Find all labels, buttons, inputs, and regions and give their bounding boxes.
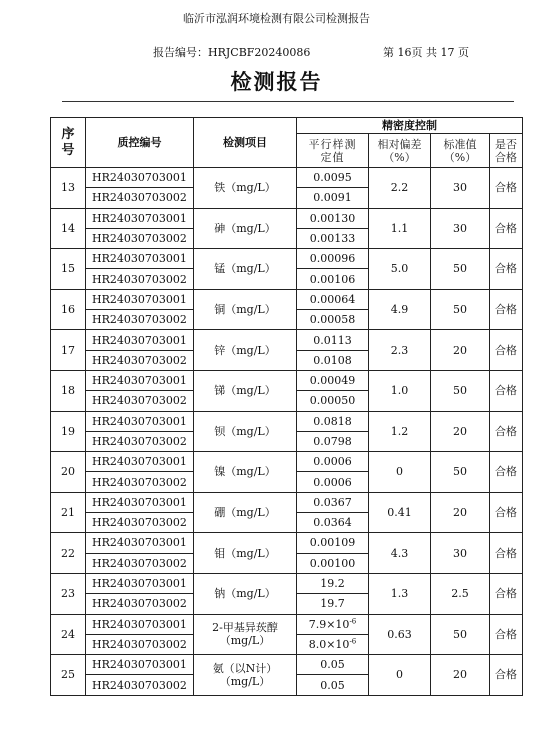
test-item — [194, 289, 297, 330]
parallel-value-cell-2 — [297, 634, 369, 654]
parallel-value-cell-1 — [297, 208, 369, 228]
test-item-unit: （mg/L） — [219, 634, 271, 648]
table-row — [51, 452, 523, 472]
pass-status: 合格 — [490, 208, 523, 249]
parallel-value-1: 0.0113 — [313, 333, 352, 347]
parallel-value-cell-1 — [297, 330, 369, 350]
qc-code-2: HR24030703002 — [86, 350, 194, 370]
test-item-name: 钡（mg/L） — [214, 424, 276, 438]
relative-deviation: 2.2 — [369, 168, 431, 209]
parallel-value-cell-2 — [297, 472, 369, 492]
parallel-value-cell-1 — [297, 249, 369, 269]
qc-code-1: HR24030703001 — [86, 492, 194, 512]
test-item-name: 钼（mg/L） — [214, 546, 276, 560]
pass-status: 合格 — [490, 614, 523, 655]
test-item — [194, 655, 297, 696]
parallel-value-cell-2 — [297, 269, 369, 289]
parallel-value-cell-1 — [297, 614, 369, 634]
parallel-value-2: 0.0798 — [313, 435, 352, 448]
parallel-value-cell-1 — [297, 168, 369, 188]
col-header-seq: 序号 — [51, 118, 86, 168]
row-seq: 19 — [51, 411, 86, 452]
col-header-precision-control: 精密度控制 — [297, 118, 523, 134]
row-seq: 16 — [51, 289, 86, 330]
relative-deviation: 0 — [369, 655, 431, 696]
test-item-name: 镍（mg/L） — [214, 465, 276, 479]
qc-code-1: HR24030703001 — [86, 330, 194, 350]
table-row — [51, 411, 523, 431]
parallel-value-2: 0.0108 — [313, 353, 352, 367]
table-row — [51, 208, 523, 228]
standard-value: 50 — [431, 289, 490, 330]
parallel-value-cell-2 — [297, 513, 369, 533]
parallel-value-cell-1 — [297, 655, 369, 675]
parallel-value-cell-1 — [297, 411, 369, 431]
qc-code-1: HR24030703001 — [86, 208, 194, 228]
pass-status: 合格 — [490, 492, 523, 533]
parallel-value-1: 0.00049 — [309, 374, 356, 388]
parallel-value-1: 0.0818 — [313, 414, 352, 428]
table-row — [51, 533, 523, 553]
pass-status: 合格 — [490, 370, 523, 411]
relative-deviation: 0.41 — [369, 492, 431, 533]
table-row — [51, 614, 523, 634]
parallel-value-cell-1 — [297, 492, 369, 512]
parallel-value-2: 0.00100 — [309, 556, 356, 570]
parallel-value-cell-2 — [297, 310, 369, 330]
standard-value: 50 — [431, 370, 490, 411]
parallel-value-2: 19.7 — [320, 597, 345, 611]
row-seq: 21 — [51, 492, 86, 533]
pass-status: 合格 — [490, 330, 523, 371]
pass-status: 合格 — [490, 168, 523, 209]
parallel-value-cell-1 — [297, 289, 369, 309]
standard-value: 20 — [431, 492, 490, 533]
row-seq: 15 — [51, 249, 86, 290]
parallel-value-cell-2 — [297, 431, 369, 451]
page-title: 检测报告 — [230, 70, 323, 94]
table-row — [51, 168, 523, 188]
relative-deviation: 1.1 — [369, 208, 431, 249]
qc-code-1: HR24030703001 — [86, 370, 194, 390]
title-divider — [62, 101, 514, 102]
parallel-value-cell-2 — [297, 391, 369, 411]
parallel-value-cell-1 — [297, 533, 369, 553]
relative-deviation: 4.9 — [369, 289, 431, 330]
test-item-name: 锑（mg/L） — [214, 384, 276, 398]
parallel-value-cell-2 — [297, 228, 369, 248]
row-seq: 14 — [51, 208, 86, 249]
standard-value: 50 — [431, 614, 490, 655]
parallel-value-1: 0.0006 — [313, 455, 352, 469]
qc-code-2: HR24030703002 — [86, 675, 194, 695]
standard-value: 20 — [431, 655, 490, 696]
parallel-value-2: 0.0091 — [313, 191, 352, 205]
row-seq: 25 — [51, 655, 86, 696]
pass-status: 合格 — [490, 573, 523, 614]
parallel-value-2: 0.00133 — [309, 232, 356, 246]
test-item-name: 硼（mg/L） — [214, 506, 276, 520]
qc-code-1: HR24030703001 — [86, 614, 194, 634]
qc-code-2: HR24030703002 — [86, 228, 194, 248]
parallel-value-cell-2 — [297, 675, 369, 695]
col-header-test-item: 检测项目 — [194, 118, 297, 168]
test-item — [194, 249, 297, 290]
standard-value: 50 — [431, 452, 490, 493]
pass-status: 合格 — [490, 655, 523, 696]
company-report-header: 临沂市泓润环境检测有限公司检测报告 — [183, 12, 370, 25]
qc-code-1: HR24030703001 — [86, 533, 194, 553]
qc-code-2: HR24030703002 — [86, 634, 194, 654]
qc-code-2: HR24030703002 — [86, 431, 194, 451]
parallel-value-2: 8.0×10 — [308, 637, 350, 651]
relative-deviation: 2.3 — [369, 330, 431, 371]
qc-code-2: HR24030703002 — [86, 513, 194, 533]
page-indicator: 第 16页 共 17 页 — [383, 46, 469, 59]
pass-status: 合格 — [490, 289, 523, 330]
qc-code-1: HR24030703001 — [86, 289, 194, 309]
col-header-qc-code: 质控编号 — [86, 118, 194, 168]
test-item-name: 砷（mg/L） — [214, 221, 276, 235]
test-item — [194, 533, 297, 574]
table-row — [51, 289, 523, 309]
parallel-value-2: 0.00058 — [309, 313, 356, 327]
standard-value: 2.5 — [431, 573, 490, 614]
col-header-pass: 是否合格 — [490, 134, 523, 168]
parallel-value-1: 0.00109 — [309, 536, 356, 550]
pass-status: 合格 — [490, 452, 523, 493]
standard-value: 20 — [431, 330, 490, 371]
relative-deviation: 0.63 — [369, 614, 431, 655]
precision-control-table — [50, 117, 523, 696]
exponent: -6 — [349, 617, 357, 626]
relative-deviation: 0 — [369, 452, 431, 493]
pass-status: 合格 — [490, 249, 523, 290]
test-item-name: 铁（mg/L） — [214, 181, 276, 195]
qc-code-2: HR24030703002 — [86, 269, 194, 289]
parallel-value-1: 0.00130 — [309, 211, 356, 225]
test-item-name: 锌（mg/L） — [214, 343, 276, 357]
test-item — [194, 411, 297, 452]
test-item-name: 钠（mg/L） — [214, 587, 276, 601]
test-item-unit: （mg/L） — [219, 674, 271, 688]
row-seq: 13 — [51, 168, 86, 209]
test-item — [194, 168, 297, 209]
row-seq: 18 — [51, 370, 86, 411]
row-seq: 17 — [51, 330, 86, 371]
col-header-relative-deviation: 相对偏差（%） — [369, 134, 431, 168]
parallel-value-1: 0.05 — [320, 658, 345, 672]
table-row — [51, 370, 523, 390]
test-item — [194, 573, 297, 614]
test-item-name: 氨（以N计） — [212, 661, 278, 675]
qc-code-2: HR24030703002 — [86, 472, 194, 492]
col-header-standard-value: 标准值（%） — [431, 134, 490, 168]
parallel-value-1: 19.2 — [320, 577, 345, 591]
test-item — [194, 330, 297, 371]
parallel-value-cell-1 — [297, 452, 369, 472]
parallel-value-cell-1 — [297, 573, 369, 593]
qc-code-2: HR24030703002 — [86, 553, 194, 573]
parallel-value-cell-2 — [297, 594, 369, 614]
qc-code-1: HR24030703001 — [86, 655, 194, 675]
parallel-value-1: 0.00096 — [309, 252, 356, 266]
parallel-value-1: 0.00064 — [309, 292, 356, 306]
table-row — [51, 573, 523, 593]
row-seq: 22 — [51, 533, 86, 574]
test-item — [194, 208, 297, 249]
standard-value: 30 — [431, 208, 490, 249]
parallel-value-1: 0.0367 — [313, 495, 352, 509]
parallel-value-cell-2 — [297, 350, 369, 370]
row-seq: 20 — [51, 452, 86, 493]
relative-deviation: 1.0 — [369, 370, 431, 411]
parallel-value-1: 7.9×10 — [308, 617, 350, 631]
parallel-value-2: 0.00106 — [309, 272, 356, 286]
qc-code-2: HR24030703002 — [86, 391, 194, 411]
table-row — [51, 655, 523, 675]
test-item — [194, 452, 297, 493]
qc-code-1: HR24030703001 — [86, 168, 194, 188]
table-row — [51, 249, 523, 269]
qc-code-1: HR24030703001 — [86, 452, 194, 472]
standard-value: 20 — [431, 411, 490, 452]
parallel-value-2: 0.05 — [320, 678, 345, 692]
relative-deviation: 1.3 — [369, 573, 431, 614]
parallel-value-cell-2 — [297, 188, 369, 208]
test-item — [194, 370, 297, 411]
qc-code-2: HR24030703002 — [86, 188, 194, 208]
qc-code-1: HR24030703001 — [86, 573, 194, 593]
qc-code-2: HR24030703002 — [86, 594, 194, 614]
test-item — [194, 614, 297, 655]
test-item — [194, 492, 297, 533]
relative-deviation: 4.3 — [369, 533, 431, 574]
parallel-value-2: 0.00050 — [309, 394, 356, 408]
standard-value: 30 — [431, 168, 490, 209]
col-header-parallel-value: 平行样测定值 — [297, 134, 369, 168]
test-item-name: 2-甲基异莰醇 — [212, 621, 278, 635]
row-seq: 23 — [51, 573, 86, 614]
parallel-value-2: 0.0364 — [313, 516, 352, 530]
table-row — [51, 330, 523, 350]
standard-value: 30 — [431, 533, 490, 574]
relative-deviation: 5.0 — [369, 249, 431, 290]
standard-value: 50 — [431, 249, 490, 290]
parallel-value-cell-2 — [297, 553, 369, 573]
parallel-value-2: 0.0006 — [313, 475, 352, 489]
parallel-value-1: 0.0095 — [313, 171, 352, 185]
row-seq: 24 — [51, 614, 86, 655]
relative-deviation: 1.2 — [369, 411, 431, 452]
pass-status: 合格 — [490, 411, 523, 452]
test-item-name: 铜（mg/L） — [214, 303, 276, 317]
pass-status: 合格 — [490, 533, 523, 574]
qc-code-1: HR24030703001 — [86, 249, 194, 269]
qc-code-1: HR24030703001 — [86, 411, 194, 431]
qc-code-2: HR24030703002 — [86, 310, 194, 330]
parallel-value-cell-1 — [297, 370, 369, 390]
test-item-name: 锰（mg/L） — [214, 262, 276, 276]
table-row — [51, 492, 523, 512]
exponent: -6 — [349, 637, 357, 646]
report-number: 报告编号：HRJCBF20240086 — [153, 46, 311, 59]
